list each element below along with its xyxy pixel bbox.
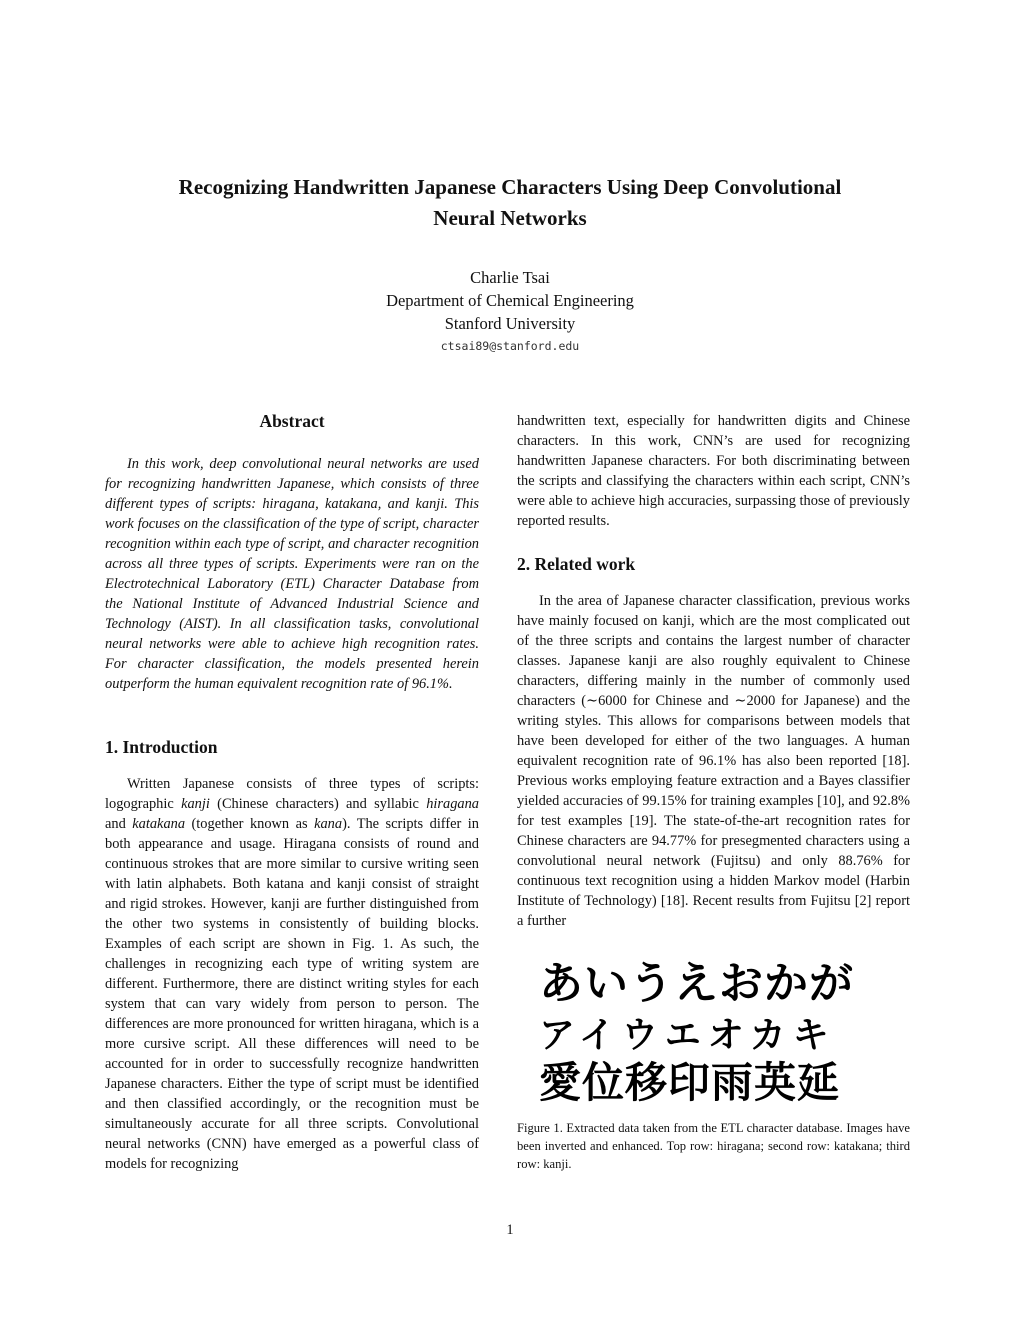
abstract-text: In this work, deep convolutional neural networks are used for recognizing handwritten Japanese, which consists of three different types of scripts: hiragana, katakana, and kanji. This work focuses on the classification of the type of script, character recognition within each type of script, and character recognition across all three types of scripts. Experiments were ran on the Electrotechnical Laboratory (ETL) Character Database from the National Institute of Advanced Industrial Science and Technology (AIST). In all classification tasks, convolutional neural networks were able to achieve high recognition rates. For character classification, the models presented herein outperform the human equivalent recognition rate of 96.1%. xyxy=(105,456,479,692)
paper-title-line-2: Neural Networks xyxy=(433,206,587,230)
figure-row-kanji: 愛位移印雨英延 xyxy=(539,1058,841,1107)
introduction-heading: 1. Introduction xyxy=(105,737,218,757)
author-university: Stanford University xyxy=(444,314,576,333)
title-block xyxy=(60,172,960,353)
figure-row-katakana: アイウエオカキ xyxy=(539,1015,836,1056)
figure-1-image xyxy=(517,959,910,1109)
abstract-heading: Abstract xyxy=(259,411,325,431)
related-work-paragraph: In the area of Japanese character classification, previous works have mainly focused on kanji, which are the most complicated out of the three scripts and contains the largest number of character classes. Japanese kanji are also roughly equivalent to Chinese characters, differing mainly in the number of commonly used characters (∼6000 for Chinese and ∼2000 for Japanese) and the writing styles. This allows for comparisons between models that have been developed for either of the two languages. A human equivalent recognition rate of 96.1% has also been reported [18]. Previous works employing feature extraction and a Bayes classifier yielded accuracies of 99.15% for training examples [10], and 92.8% for test examples [19]. The state-of-the-art recognition rates for Chinese characters are 94.77% for presegmented characters using a convolutional neural network (Fujitsu) and only 88.76% for continuous text recognition using a hidden Markov model (Harbin Institute of Technology) [18]. Recent results from Fujitsu [2] report a further xyxy=(517,593,910,929)
introduction-paragraph-continued: handwritten text, especially for handwritten digits and Chinese characters. In this work, CNN’s are used for recognizing handwritten Japanese characters. For both discriminating between the scripts and classifying the characters within each script, CNN’s were able to achieve high accuracies, surpassing those of previously reported results. xyxy=(517,413,910,529)
introduction-paragraph: Written Japanese consists of three types of scripts: logographic kanji (Chinese characters) and syllabic hiragana and katakana (together known as kana). The scripts differ in both appearance and usage. Hiragana consists of round and continuous strokes that are more similar to cursive writing seen with latin alphabets. Both katana and kanji consist of straight and rigid strokes. However, kanji are further distinguished from the other two systems in consistently of building blocks. Examples of each script are shown in Fig. 1. As such, the challenges in recognizing each type of writing system are different. Furthermore, there are distinct writing styles for each system that can vary widely from person to person. The differences are more pronounced for written hiragana, which is a more cursive script. All these differences will need to be accounted for in order to successfully recognize handwritten Japanese characters. Either the type of script must be identified and then classified accordingly, or the recognition must be simultaneously accurate for all three scripts. Convolutional neural networks (CNN) have emerged as a powerful class of models for recognizing xyxy=(105,776,479,1172)
related-work-heading: 2. Related work xyxy=(517,554,636,574)
author-department: Department of Chemical Engineering xyxy=(386,291,634,310)
paper-title-line-1: Recognizing Handwritten Japanese Characters Using Deep Convolutional xyxy=(178,175,842,199)
page-number: 1 xyxy=(506,1222,514,1238)
author-email: ctsai89@stanford.edu xyxy=(440,339,580,353)
figure-1-caption: Figure 1. Extracted data taken from the ETL character database. Images have been inverted and enhanced. Top row: hiragana; second row: katakana; third row: kanji. xyxy=(517,1121,910,1171)
right-column xyxy=(517,411,910,1173)
figure-row-hiragana: あいうえおかが xyxy=(539,958,854,1009)
author-name: Charlie Tsai xyxy=(470,268,550,287)
left-column xyxy=(105,410,479,1174)
figure-1 xyxy=(517,959,910,1173)
